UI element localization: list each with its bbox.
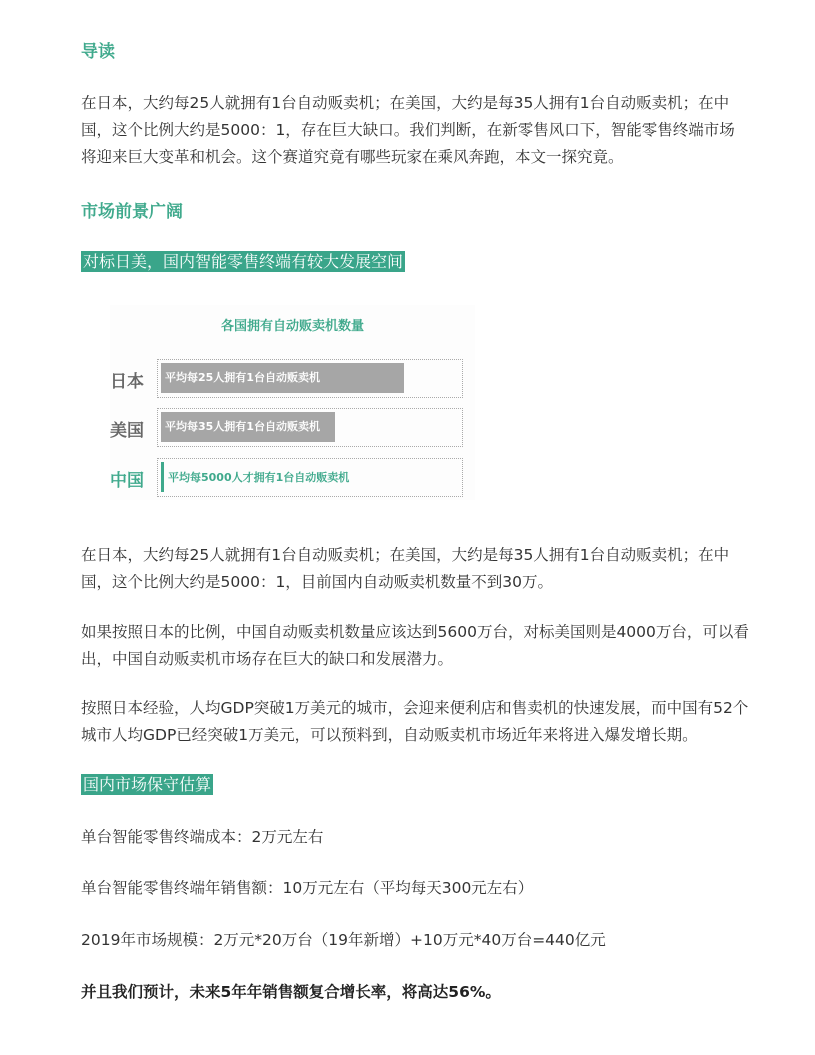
vending-machine-chart	[110, 305, 475, 500]
paragraph-2: 如果按照日本的比例，中国自动贩卖机数量应该达到5600万台，对标美国则是4000万台，可以看出，中国自动贩卖机市场存在巨大的缺口和发展潜力。	[81, 623, 749, 668]
bar-row-usa	[157, 408, 463, 447]
subheading-estimate: 国内市场保守估算	[83, 775, 212, 794]
line-growth-forecast: 并且我们预计，未来5年年销售额复合增长率，将高达56%。	[81, 983, 501, 1001]
bar-china	[161, 462, 164, 492]
paragraph-1: 在日本，大约每25人就拥有1台自动贩卖机；在美国，大约是每35人拥有1台自动贩卖机；在中国，这个比例大约是5000：1，目前国内自动贩卖机数量不到30万。	[81, 546, 730, 591]
category-label: 中国	[110, 471, 144, 491]
category-label: 美国	[110, 421, 144, 441]
bar-usa: 平均每35人拥有1台自动贩卖机	[161, 412, 335, 442]
bar-japan: 平均每25人拥有1台自动贩卖机	[161, 363, 404, 393]
line-market-size: 2019年市场规模：2万元*20万台（19年新增）+10万元*40万台=440亿元	[81, 931, 606, 949]
category-label: 日本	[110, 372, 144, 392]
market-heading: 市场前景广阔	[81, 202, 183, 222]
bar-row-japan	[157, 359, 463, 398]
paragraph-3: 按照日本经验，人均GDP突破1万美元的城市，会迎来便利店和售卖机的快速发展，而中国有52个城市人均GDP已经突破1万美元，可以预料到，自动贩卖机市场近年来将进入爆发增长期。	[81, 699, 749, 744]
line-cost: 单台智能零售终端成本：2万元左右	[81, 828, 324, 846]
intro-paragraph: 在日本，大约每25人就拥有1台自动贩卖机；在美国，大约是每35人拥有1台自动贩卖机；在中国，这个比例大约是5000：1，存在巨大缺口。我们判断，在新零售风口下，智能零售终端市场将迎来巨大变革和机会。这个赛道究竟有哪些玩家在乘风奔跑，本文一探究竟。	[81, 94, 735, 166]
bar-row-china	[157, 458, 463, 497]
subheading-comparison: 对标日美，国内智能零售终端有较大发展空间	[83, 252, 404, 271]
chart-title: 各国拥有自动贩卖机数量	[220, 319, 364, 334]
intro-heading: 导读	[81, 42, 115, 62]
bar-china-label: 平均每5000人才拥有1台自动贩卖机	[168, 471, 350, 484]
line-sales: 单台智能零售终端年销售额：10万元左右（平均每天300元左右）	[81, 879, 534, 897]
